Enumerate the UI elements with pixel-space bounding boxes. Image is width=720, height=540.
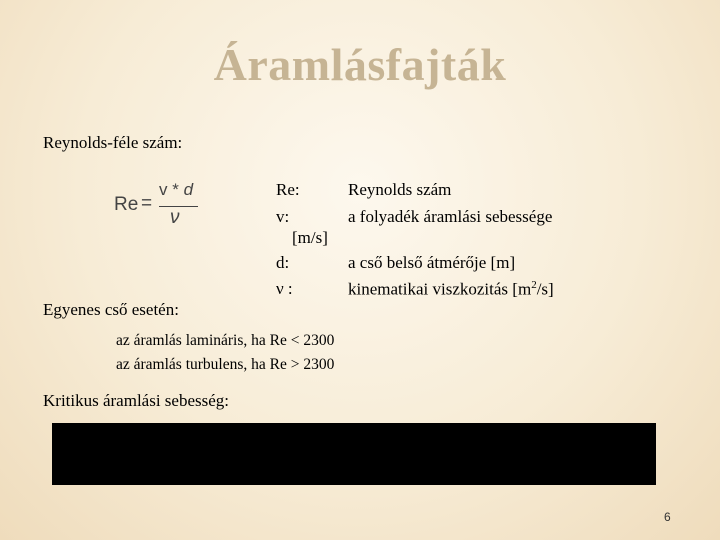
def-symbol-nu: ν : [276,279,293,298]
def-desc-nu [348,279,554,300]
redacted-formula-box [52,423,656,485]
def-desc-nu-sup: 2 [531,279,537,291]
pipe-heading: Egyenes cső esetén: [43,300,179,319]
page-number: 6 [664,510,671,524]
formula-numerator-op: * [172,180,179,199]
def-symbol-v: v: [276,207,290,226]
formula-equals: = [141,193,153,214]
reynolds-heading: Reynolds-féle szám: [43,133,183,152]
formula-numerator [159,180,193,200]
def-desc-v: a folyadék áramlási sebessége [348,207,553,226]
def-symbol-re: Re: [276,180,300,199]
formula-numerator-v: v [159,180,168,199]
def-symbol-d: d: [276,253,290,272]
laminar-condition: az áramlás lamináris, ha Re < 2300 [116,332,335,349]
reynolds-formula [114,176,206,236]
def-desc-v-unit: [m/s] [292,228,328,247]
slide-title: Áramlásfajták [213,39,507,90]
turbulent-condition: az áramlás turbulens, ha Re > 2300 [116,356,335,373]
formula-denominator: ν [170,207,180,228]
critical-heading: Kritikus áramlási sebesség: [43,391,230,410]
def-desc-nu-end: /s] [536,279,554,299]
formula-numerator-d: d [183,180,194,199]
def-desc-re: Reynolds szám [348,180,452,199]
def-desc-d: a cső belső átmérője [m] [348,253,516,272]
formula-lhs: Re [114,194,139,215]
def-desc-nu-main: kinematikai viszkozitás [m [348,279,532,299]
